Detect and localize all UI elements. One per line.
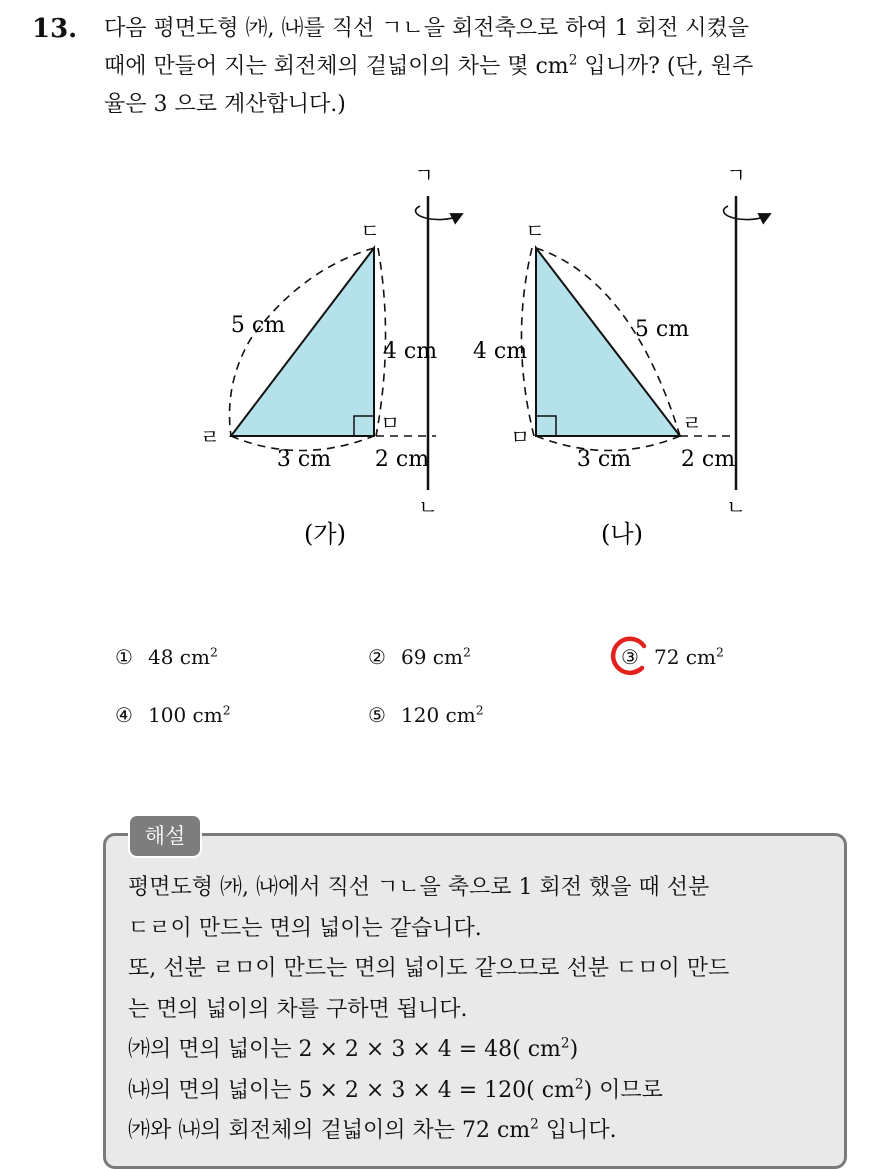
label-point-right: ㅁ bbox=[380, 411, 400, 435]
label-height: 4 cm bbox=[382, 339, 438, 364]
figure-ga bbox=[200, 163, 458, 548]
rotation-figure bbox=[180, 160, 780, 560]
label-axis-top: ㄱ bbox=[726, 163, 746, 187]
label-figure-ga: (가) bbox=[304, 520, 346, 548]
explanation-line-4: 는 면의 넓이의 차를 구하면 됩니다. bbox=[128, 996, 468, 1022]
choice-2-mark: ② bbox=[368, 645, 386, 669]
label-figure-na: (나) bbox=[601, 520, 643, 548]
question-text bbox=[104, 10, 874, 124]
explanation-title: 해설 bbox=[128, 814, 202, 858]
label-point-left: ㅁ bbox=[510, 425, 530, 449]
explanation-calc-2: ㈏의 면의 넓이는 5 × 2 × 3 × 4 = 120( $cm^2$) 이므로 bbox=[128, 1076, 663, 1103]
choice-3-value: 72 cm bbox=[654, 645, 716, 669]
choice-5-mark: ⑤ bbox=[368, 703, 386, 727]
explanation-text bbox=[128, 868, 828, 1152]
question-line-3: 율은 3 으로 계산합니다.) bbox=[104, 92, 346, 117]
label-axis-bottom: ㄴ bbox=[726, 495, 746, 519]
label-hypotenuse: 5 cm bbox=[634, 317, 690, 342]
label-gap: 2 cm bbox=[680, 447, 736, 472]
triangle-ga bbox=[231, 248, 374, 436]
rotation-arrow-icon bbox=[724, 206, 766, 220]
figure-na bbox=[473, 163, 766, 548]
choice-2[interactable]: ② 69 $cm^2$ bbox=[365, 645, 471, 669]
label-point-top: ㄷ bbox=[360, 219, 380, 243]
label-base: 3 cm bbox=[576, 447, 632, 472]
choice-5-value: 120 cm bbox=[401, 703, 476, 727]
label-hypotenuse: 5 cm bbox=[230, 313, 286, 338]
label-axis-top: ㄱ bbox=[414, 163, 434, 187]
explanation-final: ㈎와 ㈏의 회전체의 겉넓이의 차는 72 $cm^2$ 입니다. bbox=[128, 1116, 617, 1143]
question-line-2: 때에 만들어 지는 회전체의 겉넓이의 차는 몇 $cm^2$ 입니까? (단, 원주 bbox=[104, 52, 754, 79]
label-height: 4 cm bbox=[472, 339, 528, 364]
choice-3[interactable]: ③ 72 $cm^2$ bbox=[618, 645, 724, 669]
choice-1[interactable]: ① 48 $cm^2$ bbox=[112, 645, 218, 669]
question-number: 13. bbox=[32, 14, 78, 44]
choice-1-value: 48 cm bbox=[148, 645, 210, 669]
choice-4-value: 100 cm bbox=[148, 703, 223, 727]
label-gap: 2 cm bbox=[374, 447, 430, 472]
explanation-line-2: ㄷㄹ이 만드는 면의 넓이는 같습니다. bbox=[128, 915, 482, 941]
choice-2-value: 69 cm bbox=[401, 645, 463, 669]
choice-4[interactable]: ④ 100 $cm^2$ bbox=[112, 703, 231, 727]
label-point-top: ㄷ bbox=[525, 219, 545, 243]
triangle-na bbox=[536, 248, 680, 436]
question-line-1: 다음 평면도형 ㈎, ㈏를 직선 ㄱㄴ을 회전축으로 하여 1 회전 시켰을 bbox=[104, 16, 749, 41]
choice-1-mark: ① bbox=[115, 645, 133, 669]
label-axis-bottom: ㄴ bbox=[418, 495, 438, 519]
explanation-line-3: 또, 선분 ㄹㅁ이 만드는 면의 넓이도 같으므로 선분 ㄷㅁ이 만드 bbox=[128, 956, 730, 981]
label-base: 3 cm bbox=[276, 447, 332, 472]
answer-circle-icon bbox=[604, 632, 652, 680]
explanation-line-1: 평면도형 ㈎, ㈏에서 직선 ㄱㄴ을 축으로 1 회전 했을 때 선분 bbox=[128, 875, 710, 900]
choice-5[interactable]: ⑤ 120 $cm^2$ bbox=[365, 703, 484, 727]
choice-4-mark: ④ bbox=[115, 703, 133, 727]
rotation-arrow-icon bbox=[416, 206, 458, 220]
label-point-right: ㄹ bbox=[682, 411, 702, 435]
label-point-left: ㄹ bbox=[200, 425, 220, 449]
explanation-calc-1: ㈎의 면의 넓이는 2 × 2 × 3 × 4 = 48( $cm^2$) bbox=[128, 1035, 579, 1062]
choice-3-mark: ③ bbox=[621, 645, 639, 669]
